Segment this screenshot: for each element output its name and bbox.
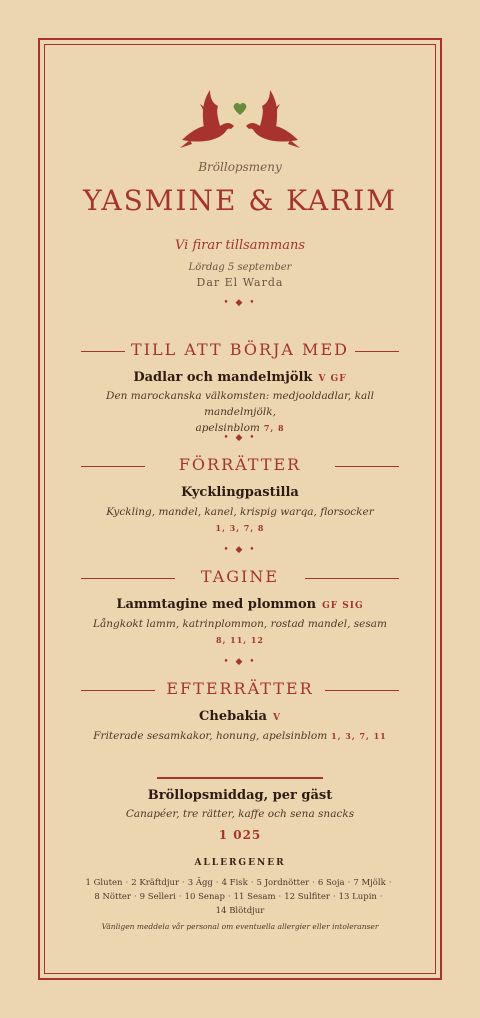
tagline: Vi firar tillsammans	[175, 238, 305, 253]
allergen-item: 4 Fisk	[221, 878, 248, 888]
allergen-item: 9 Selleri	[139, 892, 176, 902]
dish-description: Den marockanska välkomsten: medjooldadlar, kall mandelmjölk, apelsinblom 7, 8	[106, 390, 374, 434]
section-title: EFTERRÄTTER	[160, 679, 319, 698]
allergen-item: 3 Ägg	[187, 878, 213, 888]
section-title: TILL ATT BÖRJA MED	[125, 340, 355, 359]
feature-rule	[157, 777, 323, 779]
dish-title: Kycklingpastilla	[181, 485, 299, 500]
feature-title: Bröllopsmiddag, per gäst	[147, 788, 333, 803]
section-heading	[81, 567, 399, 589]
ornament-divider: • ◆ •	[223, 298, 257, 308]
allergen-item: 1 Gluten	[85, 878, 123, 888]
couple-title: YASMINE & KARIM	[83, 184, 397, 217]
allergen-codes: 8, 11, 12	[216, 635, 264, 645]
ornament-divider: • ◆ •	[223, 545, 257, 555]
allergen-item: 2 Kräftdjur	[131, 878, 180, 888]
section-title: TAGINE	[195, 567, 285, 586]
price: 1 025	[218, 828, 262, 842]
allergen-legend: 1 Gluten · 2 Kräftdjur · 3 Ägg · 4 Fisk · 5 Jordnötter · 6 Soja · 7 Mjölk · 8 Nötter · 9 Selleri · 10 Senap · 11 Sesam · 12 Sulfiter · 13 Lupin · 14 Blötdjur	[85, 878, 392, 916]
allergen-item: 6 Soja	[317, 878, 345, 888]
dish-description: Friterade sesamkakor, honung, apelsinblom 1, 3, 7, 11	[93, 730, 387, 742]
section-heading	[81, 340, 399, 362]
section-heading	[81, 679, 399, 701]
birds-heart-icon	[174, 88, 306, 150]
allergen-item: 11 Sesam	[233, 892, 276, 902]
diet-tags: V	[272, 713, 281, 723]
allergen-codes: 1, 3, 7, 11	[331, 731, 387, 741]
dish-title: Chebakia V	[199, 709, 281, 724]
diet-tags: GF SIG	[322, 601, 364, 611]
allergen-item: 13 Lupin	[338, 892, 377, 902]
dish-title: Dadlar och mandelmjölk V GF	[133, 370, 347, 385]
menu-card	[44, 44, 436, 974]
allergy-footnote: Vänligen meddela vår personal om eventuella allergier eller intoleranser	[101, 922, 379, 931]
allergen-codes: 1, 3, 7, 8	[215, 523, 265, 533]
allergen-heading: ALLERGENER	[194, 858, 286, 868]
menu-eyebrow: Bröllopsmeny	[198, 160, 282, 174]
allergen-item: 12 Sulfiter	[284, 892, 330, 902]
section-title: FÖRRÄTTER	[173, 455, 307, 474]
diet-tags: V GF	[318, 374, 347, 384]
feature-description: Canapéer, tre rätter, kaffe och sena snacks	[125, 808, 355, 820]
allergen-codes: 7, 8	[263, 423, 285, 433]
section-heading	[81, 455, 399, 477]
allergen-item: 10 Senap	[184, 892, 225, 902]
venue: Dar El Warda	[196, 276, 284, 289]
dish-description: Långkokt lamm, katrinplommon, rostad mandel, sesam	[92, 618, 387, 630]
allergen-item: 8 Nötter	[94, 892, 131, 902]
allergen-item: 7 Mjölk	[353, 878, 386, 888]
ornament-divider: • ◆ •	[223, 657, 257, 667]
ornament-divider: • ◆ •	[223, 433, 257, 443]
event-date: Lördag 5 september	[188, 262, 292, 273]
allergen-item: 14 Blötdjur	[215, 906, 265, 916]
allergen-item: 5 Jordnötter	[256, 878, 310, 888]
dish-description: Kyckling, mandel, kanel, krispig warqa, florsocker	[106, 506, 374, 518]
dish-title: Lammtagine med plommon GF SIG	[116, 597, 364, 612]
